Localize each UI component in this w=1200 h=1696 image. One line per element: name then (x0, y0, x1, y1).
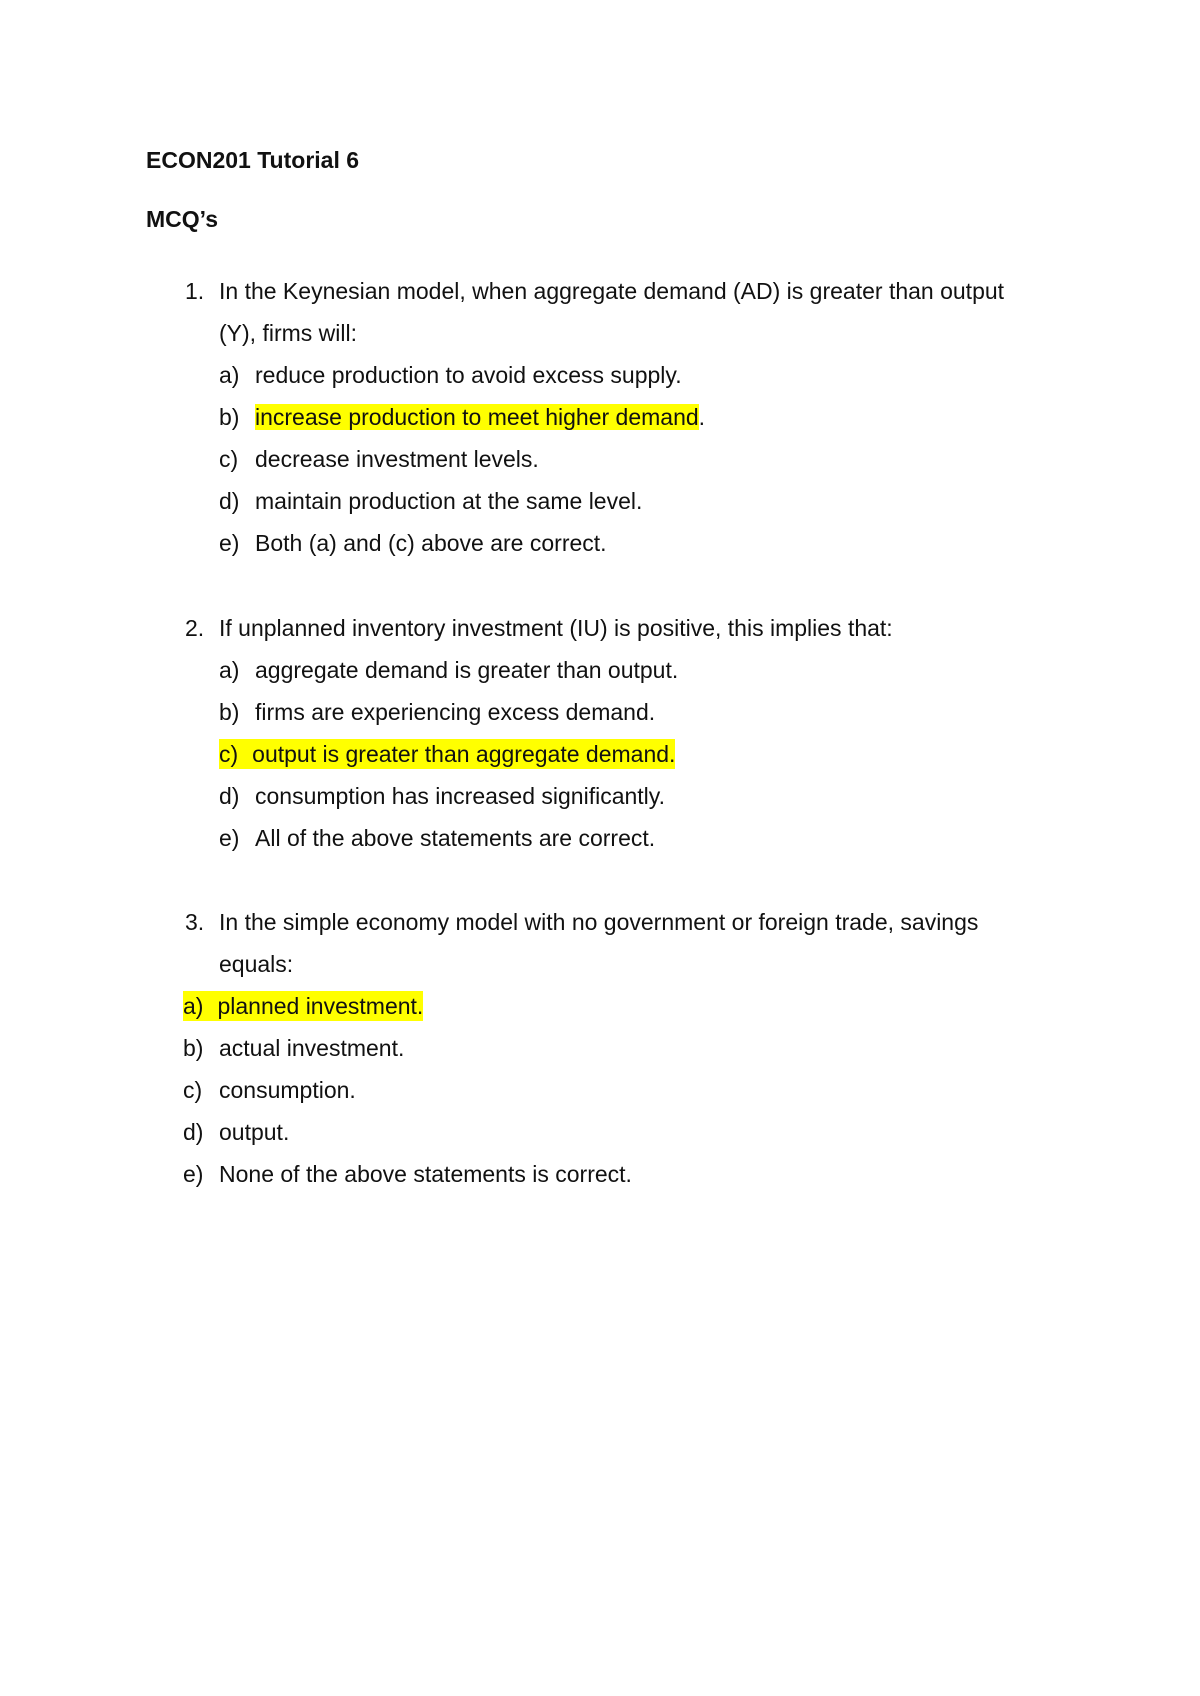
option-1d (219, 486, 643, 516)
option-3d (183, 1117, 290, 1147)
option-text: reduce production to avoid excess supply. (255, 362, 682, 388)
option-2b (219, 697, 656, 727)
option-2a (219, 655, 679, 685)
option-text: None of the above statements is correct. (219, 1161, 632, 1187)
option-2c-highlighted (219, 739, 675, 769)
option-text: planned investment. (217, 993, 424, 1019)
option-text: actual investment. (219, 1035, 405, 1061)
question-2-stem-line1: If unplanned inventory investment (IU) is positive, this implies that: (219, 615, 893, 641)
option-marker: a) (219, 362, 240, 388)
question-3-stem-line1: In the simple economy model with no government or foreign trade, savings (219, 909, 979, 935)
option-marker: e) (219, 530, 240, 556)
question-1-stem-line1: In the Keynesian model, when aggregate demand (AD) is greater than output (219, 278, 1005, 304)
option-marker: c) (183, 1077, 203, 1103)
option-marker: e) (219, 825, 240, 851)
option-2e (219, 823, 656, 853)
option-text: consumption. (219, 1077, 356, 1103)
option-text-suffix: . (698, 404, 706, 430)
section-heading: MCQ’s (146, 206, 218, 232)
option-marker: d) (183, 1119, 204, 1145)
document-title: ECON201 Tutorial 6 (146, 147, 360, 173)
option-3e (183, 1159, 632, 1189)
option-3c (183, 1075, 356, 1105)
option-text: maintain production at the same level. (255, 488, 643, 514)
question-3-number: 3. (185, 909, 205, 935)
option-1e (219, 528, 607, 558)
option-text: All of the above statements are correct. (255, 825, 656, 851)
option-marker: b) (183, 1035, 204, 1061)
option-marker: a) (219, 657, 240, 683)
option-text: firms are experiencing excess demand. (255, 699, 656, 725)
option-marker: c) (219, 446, 239, 472)
option-marker: b) (219, 699, 240, 725)
option-text-highlighted: increase production to meet higher demand (255, 404, 699, 430)
option-3a-highlighted (183, 991, 423, 1021)
option-1b (219, 402, 706, 432)
option-text: consumption has increased significantly. (255, 783, 665, 809)
option-marker: c) (219, 741, 239, 767)
question-1-number: 1. (185, 278, 205, 304)
option-marker: e) (183, 1161, 204, 1187)
option-text: decrease investment levels. (255, 446, 539, 472)
question-1-stem-line2: (Y), firms will: (219, 320, 357, 346)
option-text: output. (219, 1119, 290, 1145)
question-3-stem-line2: equals: (219, 951, 294, 977)
option-text: output is greater than aggregate demand. (252, 741, 676, 767)
option-text: Both (a) and (c) above are correct. (255, 530, 607, 556)
option-marker: d) (219, 783, 240, 809)
question-2-number: 2. (185, 615, 205, 641)
option-marker: b) (219, 404, 240, 430)
option-marker: d) (219, 488, 240, 514)
option-1c (219, 444, 539, 474)
option-marker: a) (183, 993, 204, 1019)
option-2d (219, 781, 665, 811)
option-3b (183, 1033, 405, 1063)
option-1a (219, 360, 682, 390)
option-text: aggregate demand is greater than output. (255, 657, 679, 683)
